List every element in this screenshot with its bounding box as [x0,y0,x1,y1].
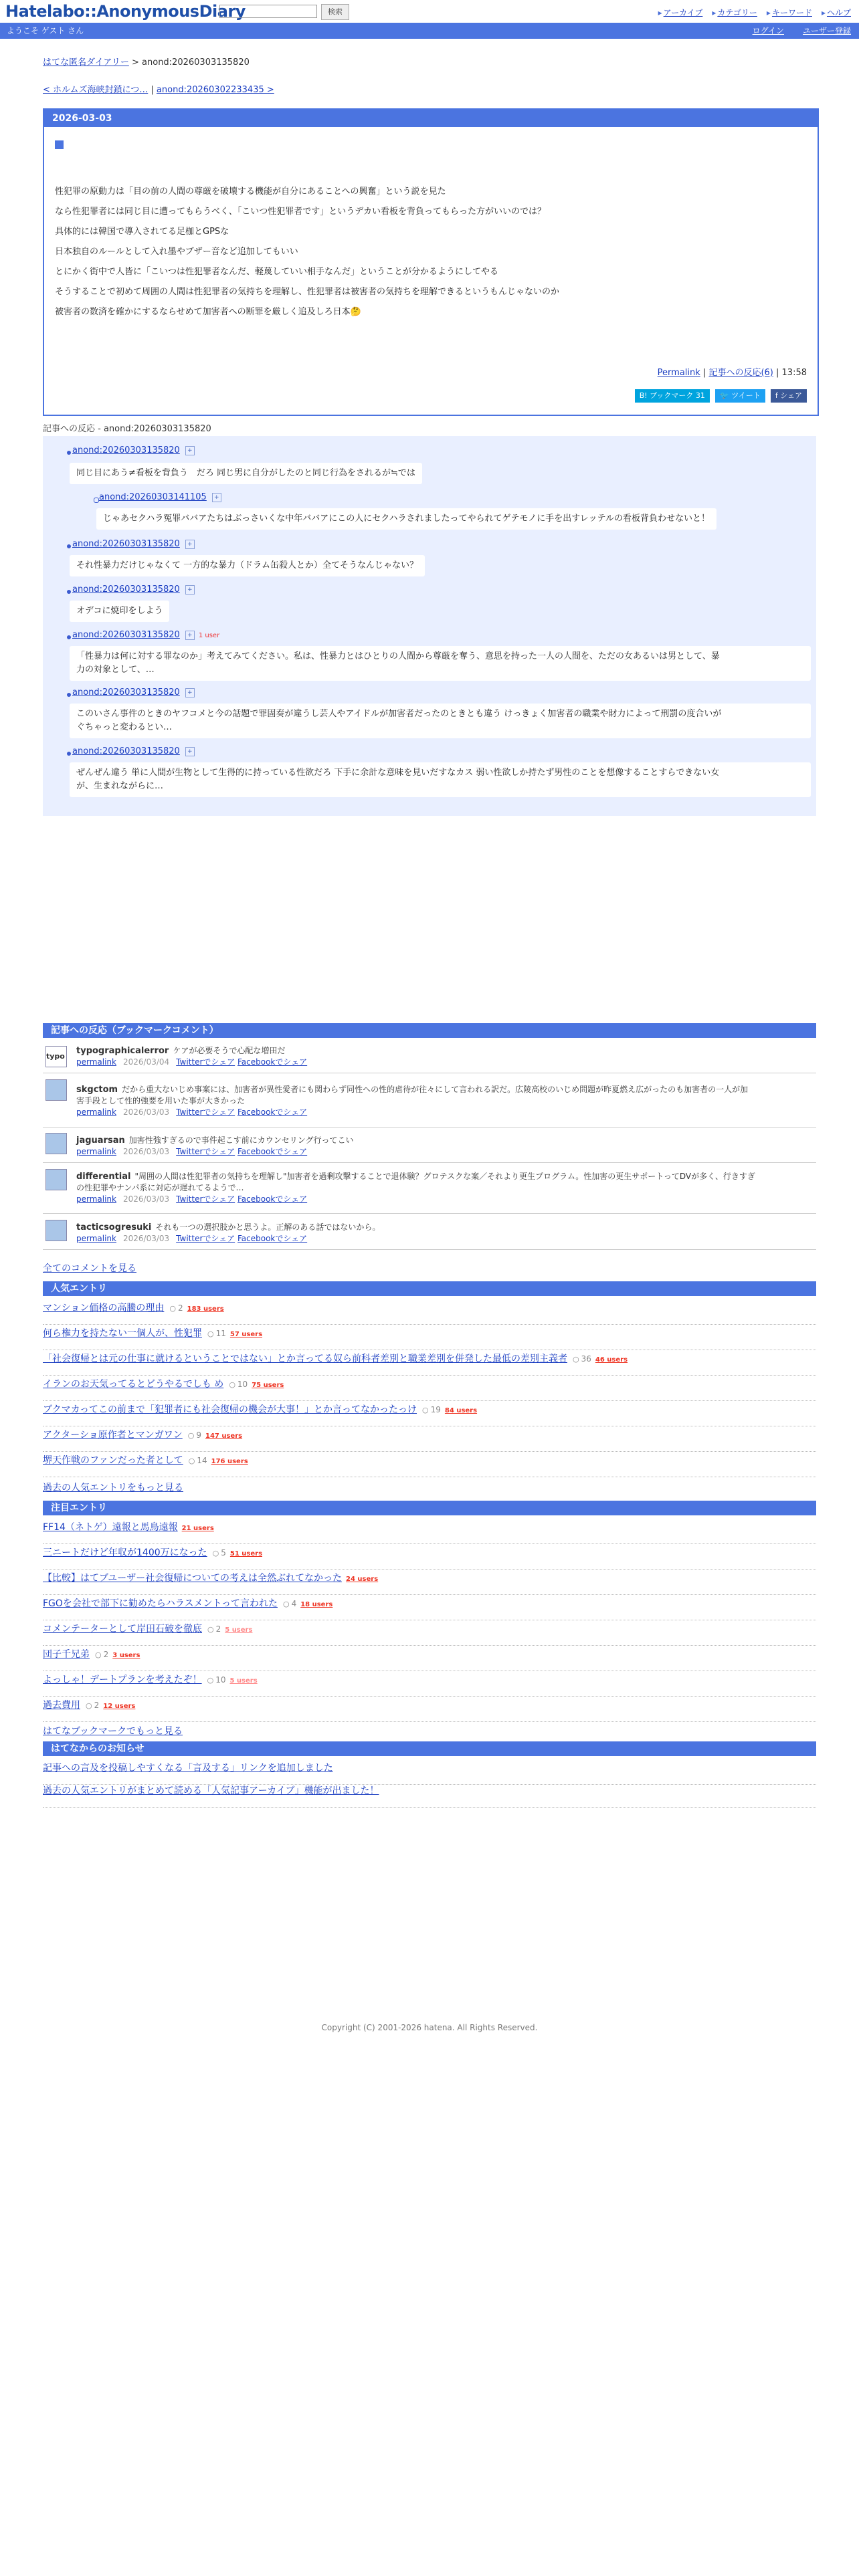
thread-item [99,492,221,502]
user-bar [0,23,859,39]
twitter-share-link[interactable]: Twitterでシェア [176,1234,235,1243]
popular-entry [43,1402,816,1426]
avatar[interactable] [45,1133,67,1154]
bookmark-users-badge[interactable]: 183 users [187,1305,224,1313]
featured-entry [43,1672,816,1697]
thread-text-line: 「性暴力は何に対する罪なのか」考えてみてください。私は、性暴力とはひとりの人間から尊厳を奪う、意思を持った一人の人間を、ただの女あるいは男として、暴 [76,651,720,661]
avatar[interactable] [45,1169,67,1190]
bookmark-users-badge[interactable]: 176 users [211,1458,248,1465]
featured-entry [43,1596,816,1620]
footer-copyright: Copyright (C) 2001-2026 hatena. All Rights Reserved. [321,2023,538,2032]
breadcrumb-home[interactable]: はてな匿名ダイアリー [43,58,129,68]
entry-link[interactable]: 過去費用 [43,1700,80,1711]
top-nav [649,7,851,18]
facebook-share-button[interactable] [771,389,807,403]
nav-help[interactable]: ▸ ヘルプ [822,8,851,17]
thread-text-line: が、生まれながらに… [76,781,164,791]
entry-link[interactable]: FGOを会社で部下に勧めたらハラスメントって言われた [43,1598,278,1609]
search-button[interactable]: 検索 [321,4,349,20]
entry-link[interactable]: 【比較】はてブユーザー社会復帰についての考えは全然ぶれてなかった [43,1573,343,1584]
welcome-text: ようこそ ゲスト さん [7,26,84,35]
popular-entry [43,1351,816,1376]
thread-text-line: このいさん事件のときのヤフコメと今の話題で罪固奏が違うし芸人やアイドルが加害者だったのときとも違う けっきょく加害者の職業や財力によって刑罰の度合いが [76,709,722,719]
pager-separator: | [151,85,154,95]
bookmark-users-badge[interactable]: 5 users [225,1626,253,1634]
bookmark-users-badge[interactable]: 51 users [229,1550,263,1558]
news-item [43,1760,816,1785]
featured-heading: 注目エントリ [43,1501,816,1515]
user-count-badge[interactable]: 1 user [198,632,220,639]
comment-count: ○ 9 [188,1427,201,1444]
bookmark-users-badge[interactable]: 75 users [252,1382,284,1389]
thread-item [72,445,195,455]
news-link[interactable]: 過去の人気エントリがまとめて読める「人気記事アーカイブ」機能が出ました！ [43,1786,379,1796]
featured-entry [43,1570,816,1595]
featured-entry [43,1646,816,1671]
prev-entry-link[interactable]: < ホルムズ海峡封鎖につ… [43,85,149,95]
thread-item [72,539,195,549]
article-line: 被害者の数済を確かにするならせめて加害者への断罪を厳しく追及しろ日本🤔 [55,307,361,317]
entry-link[interactable]: イランのお天気ってるとどうやるでしも め [43,1379,224,1390]
twitter-share-link[interactable]: Twitterでシェア [176,1057,235,1067]
thread-item [72,687,195,697]
thread-link[interactable]: anond:20260303135820 [72,584,180,595]
comment-text: "周囲の人間は性犯罪者の気持ちを理解し"加害者を過剰攻撃することで退体験？グロテスクな案／それより更生プログラム。性加害の更生サポートってDVが多く、行きすぎ [134,1172,755,1181]
bullet-icon [67,590,71,594]
thread-link[interactable]: anond:20260303135820 [72,445,180,455]
thread-text: じゃあセクハラ冤罪ババアたちはぶっさいくな中年ババアにこの人にセクハラされましたってやられてゲテモノに手を出すレッテルの看板背負わせないと！ [96,508,717,530]
hatena-bookmark-button[interactable]: B! ブックマーク 31 [635,389,710,403]
twitter-bird-icon: 🐦 [720,391,732,400]
news-link[interactable]: 記事への言及を投稿しやすくなる「言及する」リンクを追加しました [43,1763,333,1774]
news-item [43,1783,816,1808]
reactions-label: 記事への反応 - anond:20260303135820 [43,424,211,434]
article-body [55,182,559,322]
facebook-share-link[interactable]: Facebookでシェア [237,1234,308,1243]
register-link[interactable]: ユーザー登録 [802,26,851,35]
facebook-share-link[interactable]: Facebookでシェア [237,1107,308,1117]
comment-text-cont: の性犯罪やナンパ系に対応が遅れてるようで… [76,1183,244,1192]
comment-date: 2026/03/03 [123,1107,170,1117]
breadcrumb-current: anond:20260303135820 [142,58,250,68]
bookmark-users-badge[interactable]: 147 users [205,1432,243,1440]
comment-text: だから重大ないじめ事案には、加害者が異性愛者にも関わらず同性への性的虐待が往々にして言われる訳だ。広陵高校のいじめ問題が昨夏燃え広がったのも加害者の一人が加 [122,1085,749,1094]
article-line: 具体的には韓国で導入されてる足枷とGPSな [55,227,229,237]
featured-entry [43,1697,816,1722]
bullet-icon [67,693,71,697]
share-buttons [632,389,807,403]
avatar[interactable] [45,1079,67,1101]
comment-user[interactable]: jaguarsan [76,1136,125,1146]
expand-icon[interactable]: + [185,446,195,455]
comment-count: ○ 10 [207,1672,226,1689]
article-line: そうすることで初めて周囲の人間は性犯罪者の気持ちを理解し、性犯罪者は被害者の気持ちを理解できるというもんじゃないのか [55,287,560,297]
comment-count: ○ 2 [95,1646,108,1663]
expand-icon[interactable]: + [212,493,221,502]
comment-date: 2026/03/03 [123,1147,170,1156]
popular-entry [43,1300,816,1325]
permalink-link[interactable]: permalink [76,1234,116,1243]
comment-count: ○ 14 [189,1453,207,1469]
tweet-button[interactable] [715,389,765,403]
popular-entry [43,1325,816,1350]
entry-link[interactable]: 堺天作戦のファンだった者として [43,1455,183,1466]
featured-entry [43,1545,816,1570]
breadcrumb-separator: > [131,58,139,68]
reactions-link[interactable]: 記事への反応(6) [708,368,773,378]
comment-count: ○ 36 [573,1351,591,1368]
permalink-link[interactable]: permalink [76,1107,116,1117]
comment-count: ○ 19 [422,1402,441,1418]
site-logo[interactable]: Hatelabo::AnonymousDiary [5,2,246,21]
bullet-icon [67,635,71,639]
thread-item [72,746,195,756]
permalink-link[interactable]: permalink [76,1057,116,1067]
comment-date: 2026/03/03 [123,1234,170,1243]
share-label: シェア [780,391,802,400]
comment-date: 2026/03/03 [123,1194,170,1204]
thread-text: それ性暴力だけじゃなくて 一方的な暴力（ドラム缶殺人とか）全てそうなんじゃない？ [70,555,425,576]
thread-text: 同じ目にあう≠看板を背負う だろ 同じ男に自分がしたのと同じ行為をされるが≒では [70,463,422,484]
comment-count: ○ 10 [229,1376,248,1393]
thread-text [70,704,811,738]
featured-entry [43,1621,816,1646]
pager [43,82,816,95]
twitter-share-link[interactable]: Twitterでシェア [176,1107,235,1117]
thread-link[interactable]: anond:20260303135820 [72,687,180,697]
bookmark-comment [43,1165,816,1214]
entry-link[interactable]: 団子千兄弟 [43,1649,90,1660]
bookmark-users-badge[interactable]: 24 users [346,1576,379,1583]
popular-heading: 人気エントリ [43,1281,816,1296]
popular-entry [43,1376,816,1401]
bookmark-users-badge[interactable]: 21 users [181,1525,214,1532]
bookmark-users-badge[interactable]: 57 users [229,1331,263,1338]
nav-category[interactable]: ▸ カテゴリー [712,8,757,17]
thread-item [72,630,219,640]
nav-keyword[interactable]: ▸ キーワード [767,8,812,17]
permalink-link[interactable]: permalink [76,1194,116,1204]
comment-count: ○ 5 [213,1545,226,1562]
avatar[interactable] [45,1220,67,1241]
expand-icon[interactable]: + [185,688,195,697]
article-time: 13:58 [781,368,807,378]
bookmark-comment [43,1075,816,1128]
permalink-link[interactable]: Permalink [657,368,700,378]
featured-entry [43,1519,816,1544]
entry-link[interactable]: 三ニートだけど年収が1400万になった [43,1547,207,1558]
thread-link[interactable]: anond:20260303135820 [72,539,180,549]
breadcrumb [43,55,816,68]
site-header [0,0,859,23]
comment-text-cont: 害手段として性的強要を用いた事が大きかった [76,1096,246,1105]
article-line: なら性犯罪者には同じ目に遭ってもらうべく、「こいつ性犯罪者です」というデカい看板を背負ってもらった方がいいのでは？ [55,207,546,217]
comment-text: それも一つの選択肢かと思うよ。正解のある話ではないから。 [155,1222,381,1232]
entry-link[interactable]: 「社会復帰とは元の仕事に就けるということではない」とか言ってる奴ら前科者差別と職業差別を併発した最低の差別主義者 [43,1354,567,1364]
bookmark-comments-heading: 記事への反応（ブックマークコメント） [43,1023,816,1038]
bookmark-comment [43,1216,816,1250]
comment-user[interactable]: tacticsogresuki [76,1222,152,1232]
comment-user[interactable]: skgctom [76,1085,118,1095]
bookmark-users-badge[interactable]: 84 users [444,1407,478,1414]
thread-link[interactable]: anond:20260303141105 [99,492,207,502]
comment-text: ケアが必要そうで心配な増田だ [173,1046,286,1055]
all-comments-link[interactable]: 全てのコメントを見る [43,1263,136,1274]
thread-item [72,584,195,595]
bookmark-comment [43,1042,816,1073]
comment-date: 2026/03/04 [123,1057,170,1067]
news-heading: はてなからのお知らせ [43,1741,816,1756]
bookmark-comment [43,1129,816,1163]
comment-count: ○ 2 [169,1300,183,1317]
entry-link[interactable]: FF14（ネトゲ）遠報と馬鳥遠報 [43,1522,178,1533]
article-line: とにかく街中で人皆に「こいつは性犯罪者なんだ、軽蔑していい相手なんだ」ということが分かるようにしてやる [55,267,499,277]
entry-link[interactable]: ブクマカってこの前まで「犯罪者にも社会復帰の機会が大事！」とか言ってなかったっけ [43,1404,417,1415]
thread-text [70,762,811,797]
diary-article [43,108,819,416]
thread-text-line: ぜんぜん違う 単に人間が生物として生得的に持っている性欲だろ 下手に余計な意味を見いだすなカス 弱い性欲しか持たず男性のことを想像することすらできない女 [76,768,720,778]
more-featured-link[interactable]: はてなブックマークでもっと見る [43,1726,183,1737]
bookmark-users-badge[interactable]: 12 users [103,1703,136,1710]
comment-count: ○ 11 [207,1325,226,1342]
comment-user[interactable]: differential [76,1172,131,1182]
tweet-label: ツイート [731,391,761,400]
comment-count: ○ 4 [283,1596,296,1612]
bookmark-users-badge[interactable]: 46 users [595,1356,628,1364]
thread-link[interactable]: anond:20260303135820 [72,630,180,640]
search-input[interactable] [219,5,317,18]
article-meta: Permalink | 記事への反応(6) | 13:58 [657,368,807,378]
next-entry-link[interactable]: anond:20260302233435 > [156,85,274,95]
bullet-icon [94,498,99,503]
facebook-share-link[interactable]: Facebookでシェア [237,1147,308,1156]
article-date: 2026-03-03 [44,110,818,127]
thread-text: オデコに焼印をしよう [70,601,169,622]
bookmark-users-badge[interactable]: 3 users [112,1652,140,1659]
entry-link[interactable]: マンション価格の高騰の理由 [43,1303,165,1313]
facebook-icon: f [775,391,781,400]
twitter-share-link[interactable]: Twitterでシェア [176,1194,235,1204]
reaction-thread [43,436,816,816]
thread-text-line: 力の対象として、… [76,665,155,675]
entry-link[interactable]: コメンテーターとして岸田石破を徹底 [43,1624,202,1634]
twitter-share-link[interactable]: Twitterでシェア [176,1147,235,1156]
entry-link[interactable]: 何ら権力を持たない一個人が、性犯罪 [43,1328,202,1339]
comment-count: ○ 2 [86,1697,99,1714]
thread-text [70,646,811,681]
entry-link[interactable]: アクターショ原作者とマンガワン [43,1430,183,1440]
bullet-icon [67,544,71,548]
expand-icon[interactable]: + [185,540,195,549]
bookmark-users-badge[interactable]: 5 users [229,1677,258,1685]
expand-icon[interactable]: + [185,631,195,640]
entry-link[interactable]: よっしゃ！デートプランを考えたぞ！ [43,1675,202,1685]
comment-count: ○ 2 [207,1621,221,1638]
popular-entry [43,1453,816,1477]
expand-icon[interactable]: + [185,747,195,756]
comment-user[interactable]: typographicalerror [76,1046,169,1056]
expand-icon[interactable]: + [185,585,195,595]
bullet-icon [67,451,71,455]
facebook-share-link[interactable]: Facebookでシェア [237,1194,308,1204]
popular-entry [43,1427,816,1452]
thread-link[interactable]: anond:20260303135820 [72,746,180,756]
permalink-link[interactable]: permalink [76,1147,116,1156]
comment-text: 加害性強すぎるので事件起こす前にカウンセリング行ってこい [128,1136,354,1145]
more-popular-link[interactable]: 過去の人気エントリをもっと見る [43,1483,183,1493]
entry-square-icon[interactable] [55,140,64,149]
bullet-icon [67,752,71,756]
avatar[interactable]: typo [45,1046,67,1067]
facebook-share-link[interactable]: Facebookでシェア [237,1057,308,1067]
login-link[interactable]: ログイン [752,26,784,35]
bookmark-users-badge[interactable]: 18 users [300,1601,333,1608]
article-line: 性犯罪の原動力は「目の前の人間の尊厳を破壊する機能が自分にあることへの興奮」という説を見た [55,187,446,197]
nav-archive[interactable]: ▸ アーカイブ [658,8,703,17]
thread-text-line: ぐちゃっと変わるとい… [76,722,173,732]
article-line: 日本独自のルールとして入れ墨やブザー音など追加してもいい [55,247,298,257]
